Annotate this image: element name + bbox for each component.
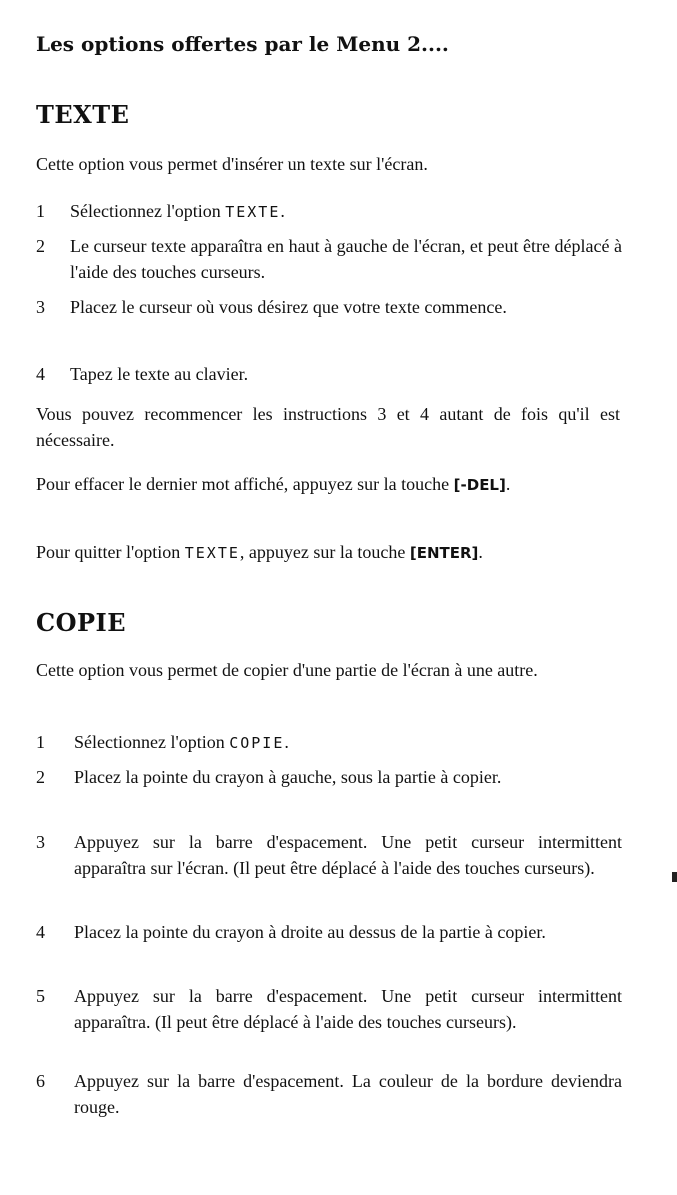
step-number: 6 xyxy=(36,1071,45,1091)
key-del: [-DEL] xyxy=(453,476,506,494)
step-number: 1 xyxy=(36,201,45,221)
section-title-copie: COPIE xyxy=(36,608,127,637)
key-enter: [ENTER] xyxy=(409,544,479,562)
section-title-texte: TEXTE xyxy=(36,100,130,129)
step-text: Sélectionnez l'option TEXTE. xyxy=(70,201,285,221)
step-number: 4 xyxy=(36,922,45,942)
step-text: Appuyez sur la barre d'espacement. Une petit curseur intermittent apparaîtra sur l'écran. (Il peut être déplacé à l'aide des touches curseurs). xyxy=(74,832,622,878)
step-text: Placez le curseur où vous désirez que votre texte commence. xyxy=(70,297,507,317)
step-number: 2 xyxy=(36,767,45,787)
step-text: Placez la pointe du crayon à gauche, sous la partie à copier. xyxy=(74,767,502,787)
step-number: 1 xyxy=(36,732,45,752)
step-text: Placez la pointe du crayon à droite au dessus de la partie à copier. xyxy=(74,922,546,942)
option-name-code: COPIE xyxy=(229,734,285,752)
step-number: 5 xyxy=(36,986,45,1006)
step-number: 4 xyxy=(36,364,45,384)
quit-note: Pour quitter l'option TEXTE, appuyez sur la touche [ENTER]. xyxy=(36,542,483,562)
option-name-code: TEXTE xyxy=(225,203,281,221)
option-name-code: TEXTE xyxy=(184,544,240,562)
step-number: 2 xyxy=(36,236,45,256)
step-text: Le curseur texte apparaîtra en haut à gauche de l'écran, et peut être déplacé à l'aide des touches curseurs. xyxy=(70,236,622,282)
page-title: Les options offertes par le Menu 2.... xyxy=(36,32,449,56)
step-text: Appuyez sur la barre d'espacement. La couleur de la bordure deviendra rouge. xyxy=(74,1071,622,1117)
erase-note: Pour effacer le dernier mot affiché, appuyez sur la touche [-DEL]. xyxy=(36,474,511,494)
step-text: Appuyez sur la barre d'espacement. Une petit curseur intermittent apparaîtra. (Il peut être déplacé à l'aide des touches curseurs). xyxy=(74,986,622,1032)
scan-edge-mark xyxy=(672,872,677,882)
copie-intro: Cette option vous permet de copier d'une partie de l'écran à une autre. xyxy=(36,660,538,680)
step-text: Sélectionnez l'option COPIE. xyxy=(74,732,289,752)
step-text: Tapez le texte au clavier. xyxy=(70,364,249,384)
step-number: 3 xyxy=(36,297,45,317)
repeat-note: Vous pouvez recommencer les instructions 3 et 4 autant de fois qu'il est nécessaire. xyxy=(36,404,620,450)
texte-intro: Cette option vous permet d'insérer un texte sur l'écran. xyxy=(36,154,428,174)
step-number: 3 xyxy=(36,832,45,852)
